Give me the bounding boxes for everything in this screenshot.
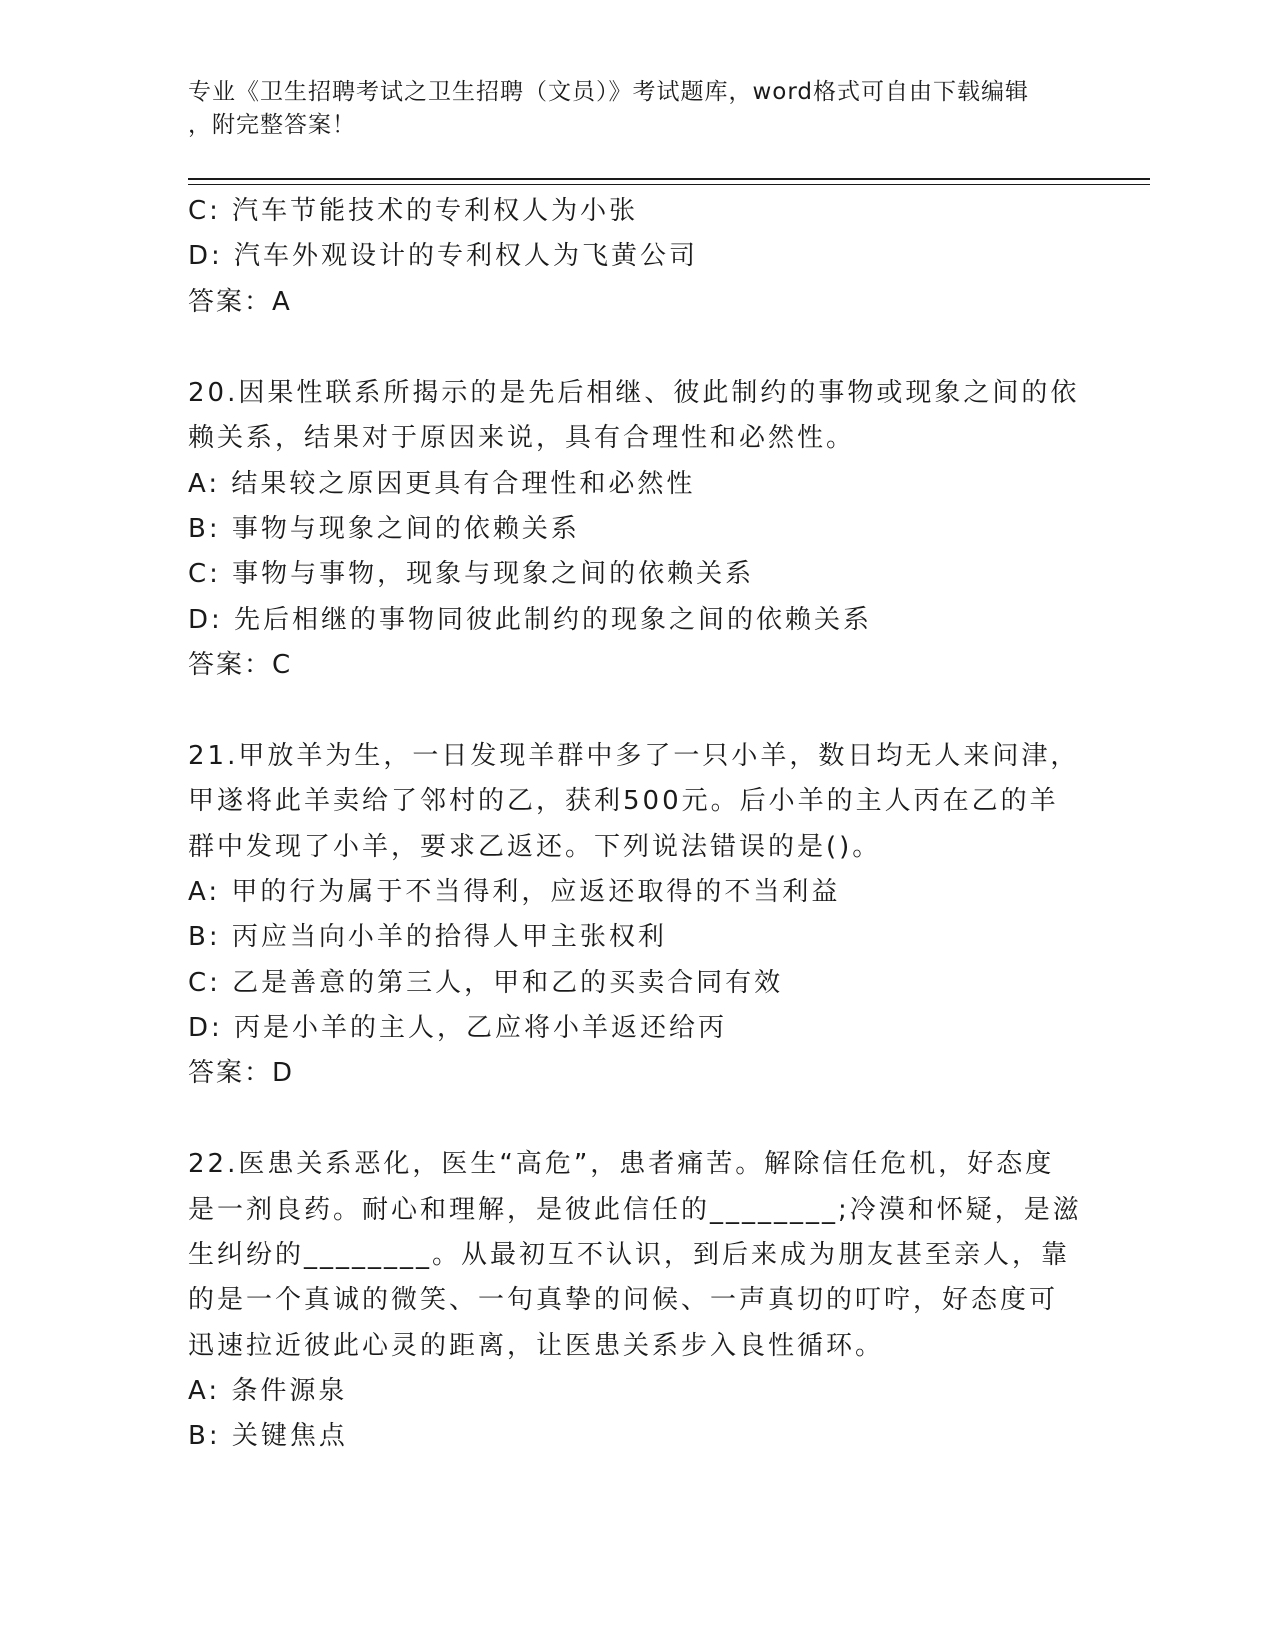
answer-line: 答案：D <box>188 1058 295 1088</box>
answer-line: 答案：C <box>188 650 293 680</box>
header-divider-thick <box>188 178 1150 180</box>
question-stem-continued: 生纠纷的________。从最初互不认识，到后来成为朋友甚至亲人，靠 <box>188 1240 1071 1270</box>
option-c: C: 汽车节能技术的专利权人为小张 <box>188 196 639 226</box>
question-stem-continued: 的是一个真诚的微笑、一句真挚的问候、一声真切的叮咛，好态度可 <box>188 1285 1059 1315</box>
option-d: D: 先后相继的事物同彼此制约的现象之间的依赖关系 <box>188 605 873 635</box>
document-header <box>188 76 1088 142</box>
header-line-2: ，附完整答案！ <box>188 112 356 138</box>
question-stem-continued: 是一剂良药。耐心和理解，是彼此信任的________;冷漠和怀疑，是滋 <box>188 1195 1082 1225</box>
option-b: B: 事物与现象之间的依赖关系 <box>188 514 580 544</box>
question-stem-continued: 赖关系，结果对于原因来说，具有合理性和必然性。 <box>188 423 856 453</box>
option-a: A: 结果较之原因更具有合理性和必然性 <box>188 469 696 499</box>
option-a: A: 条件源泉 <box>188 1376 348 1406</box>
question-stem: 20.因果性联系所揭示的是先后相继、彼此制约的事物或现象之间的依 <box>188 378 1080 408</box>
option-d: D: 丙是小羊的主人，乙应将小羊返还给丙 <box>188 1013 728 1043</box>
question-stem-continued: 迅速拉近彼此心灵的距离，让医患关系步入良性循环。 <box>188 1331 885 1361</box>
option-b: B: 关键焦点 <box>188 1421 348 1451</box>
option-a: A: 甲的行为属于不当得利，应返还取得的不当利益 <box>188 877 841 907</box>
option-d: D: 汽车外观设计的专利权人为飞黄公司 <box>188 241 699 271</box>
header-divider-thin <box>188 184 1150 185</box>
option-c: C: 乙是善意的第三人，甲和乙的买卖合同有效 <box>188 968 784 998</box>
question-stem-continued: 群中发现了小羊，要求乙返还。下列说法错误的是()。 <box>188 832 882 862</box>
question-stem: 22.医患关系恶化，医生“高危”，患者痛苦。解除信任危机，好态度 <box>188 1149 1055 1179</box>
option-c: C: 事物与事物，现象与现象之间的依赖关系 <box>188 559 755 589</box>
option-b: B: 丙应当向小羊的拾得人甲主张权利 <box>188 922 667 952</box>
question-stem: 21.甲放羊为生，一日发现羊群中多了一只小羊，数日均无人来问津， <box>188 741 1080 771</box>
header-line-1: 专业《卫生招聘考试之卫生招聘（文员）》考试题库，word格式可自由下载编辑 <box>188 79 1030 105</box>
answer-line: 答案：A <box>188 287 292 317</box>
question-stem-continued: 甲遂将此羊卖给了邻村的乙，获利500元。后小羊的主人丙在乙的羊 <box>188 786 1059 816</box>
